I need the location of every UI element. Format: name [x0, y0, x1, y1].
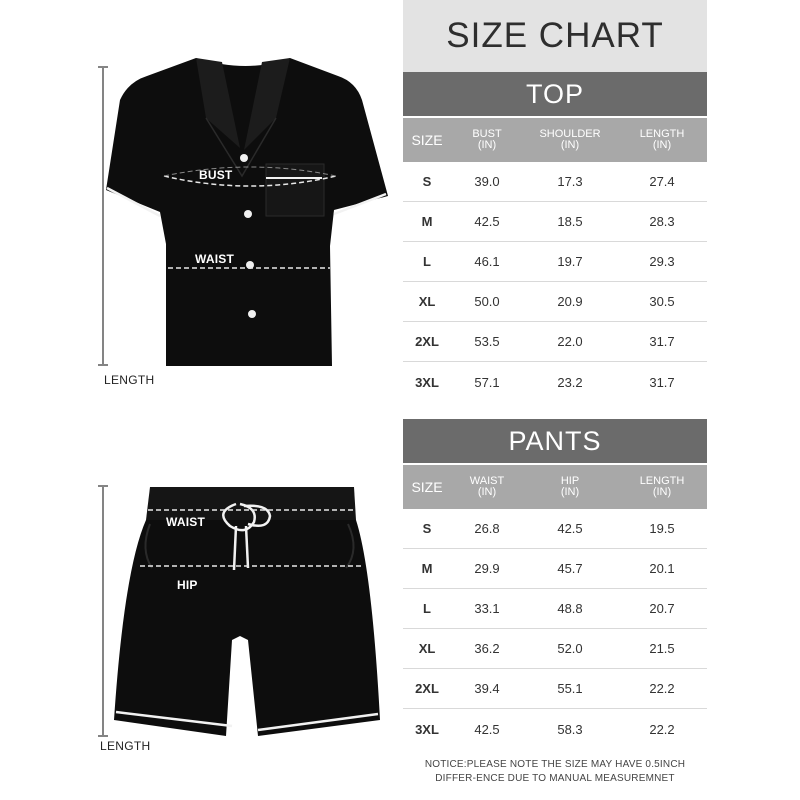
size-cell: XL	[418, 641, 436, 656]
value-cell: 27.4	[649, 174, 675, 189]
value-cell: 22.2	[649, 681, 675, 696]
value-cell: 30.5	[649, 294, 675, 309]
pants-size-table	[403, 419, 707, 749]
value-cell: 33.1	[474, 601, 500, 616]
table-row	[403, 669, 707, 709]
shorts-length-arrow	[98, 486, 108, 736]
value-cell: 42.5	[557, 521, 583, 536]
value-cell: 31.7	[649, 334, 675, 349]
size-cell: 3XL	[415, 374, 439, 390]
shirt-length-label: LENGTH	[104, 373, 155, 387]
top-table-body	[403, 162, 707, 402]
value-cell: 26.8	[474, 521, 500, 536]
pants-column-headers	[403, 465, 707, 509]
notice-line-2: DIFFER-ENCE DUE TO MANUAL MEASUREMNET	[435, 773, 675, 784]
value-cell: 50.0	[474, 294, 500, 309]
size-cell: XL	[418, 294, 436, 309]
value-cell: 20.1	[649, 561, 675, 576]
value-cell: 19.5	[649, 521, 675, 536]
value-cell: 28.3	[649, 214, 675, 229]
value-cell: 20.7	[649, 601, 675, 616]
value-cell: 18.5	[557, 214, 583, 229]
value-cell: 55.1	[557, 681, 583, 696]
value-cell: 46.1	[474, 254, 500, 269]
table-row	[403, 589, 707, 629]
shorts-drawing	[0, 400, 400, 800]
pants-hip-label: HIP	[177, 578, 198, 592]
col-shoulder: SHOULDER (IN)	[539, 128, 601, 151]
value-cell: 39.4	[474, 681, 500, 696]
shirt-illustration	[0, 0, 400, 400]
size-cell: 2XL	[415, 334, 439, 349]
value-cell: 19.7	[557, 254, 583, 269]
table-row	[403, 629, 707, 669]
size-cell: S	[422, 174, 432, 189]
shirt-drawing	[0, 0, 400, 400]
col-waist: WAIST (IN)	[469, 475, 505, 498]
col-bust: BUST (IN)	[472, 128, 502, 151]
shorts-illustration	[0, 400, 400, 800]
col-length: LENGTH (IN)	[639, 128, 685, 151]
table-row	[403, 242, 707, 282]
waist-label: WAIST	[195, 252, 234, 266]
size-cell: 2XL	[415, 681, 439, 696]
pants-section-heading: PANTS	[403, 419, 707, 463]
top-column-headers	[403, 118, 707, 162]
table-row	[403, 202, 707, 242]
table-row	[403, 322, 707, 362]
notice-line-1: NOTICE:PLEASE NOTE THE SIZE MAY HAVE 0.5INCH	[424, 759, 686, 770]
value-cell: 53.5	[474, 334, 500, 349]
value-cell: 48.8	[557, 601, 583, 616]
shirt-length-arrow	[98, 67, 108, 365]
size-cell: L	[423, 254, 431, 269]
value-cell: 58.3	[557, 721, 583, 737]
size-cell: M	[421, 214, 433, 229]
value-cell: 21.5	[649, 641, 675, 656]
table-row	[403, 282, 707, 322]
table-row	[403, 709, 707, 749]
measurement-notice	[403, 758, 707, 786]
col-size: SIZE	[411, 478, 443, 495]
value-cell: 45.7	[557, 561, 583, 576]
shorts-length-label: LENGTH	[100, 739, 151, 753]
table-row	[403, 362, 707, 402]
pants-table-body	[403, 509, 707, 749]
top-size-table	[403, 72, 707, 402]
value-cell: 17.3	[557, 174, 583, 189]
pants-waist-label: WAIST	[166, 515, 205, 529]
value-cell: 29.9	[474, 561, 500, 576]
value-cell: 29.3	[649, 254, 675, 269]
value-cell: 22.0	[557, 334, 583, 349]
size-cell: M	[421, 561, 433, 576]
bust-label: BUST	[199, 168, 233, 182]
value-cell: 42.5	[474, 721, 500, 737]
top-section-heading: TOP	[403, 72, 707, 116]
value-cell: 36.2	[474, 641, 500, 656]
table-row	[403, 162, 707, 202]
size-cell: S	[422, 521, 432, 536]
size-chart-title: SIZE CHART	[403, 0, 707, 72]
table-row	[403, 549, 707, 589]
value-cell: 57.1	[474, 374, 500, 390]
value-cell: 42.5	[474, 214, 500, 229]
value-cell: 31.7	[649, 374, 675, 390]
value-cell: 20.9	[557, 294, 583, 309]
value-cell: 52.0	[557, 641, 583, 656]
table-row	[403, 509, 707, 549]
col-size: SIZE	[411, 131, 443, 148]
col-hip: HIP (IN)	[560, 475, 580, 498]
size-cell: 3XL	[415, 721, 439, 737]
size-cell: L	[423, 601, 431, 616]
value-cell: 22.2	[649, 721, 675, 737]
col-length: LENGTH (IN)	[639, 475, 685, 498]
value-cell: 23.2	[557, 374, 583, 390]
value-cell: 39.0	[474, 174, 500, 189]
